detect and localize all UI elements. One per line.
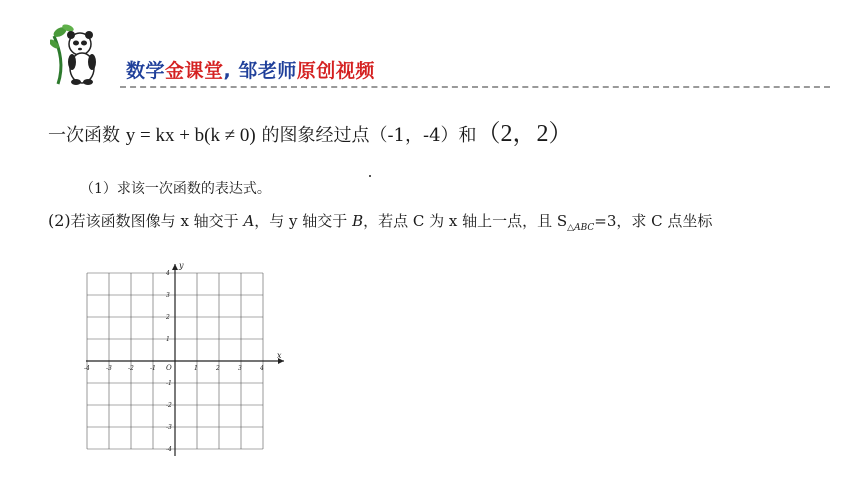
y-axis-label: y bbox=[179, 261, 184, 270]
x-tick-label: -4 bbox=[84, 365, 90, 372]
x-tick-label: -2 bbox=[128, 365, 134, 372]
y-tick-label: -1 bbox=[166, 380, 172, 387]
y-tick-label: -2 bbox=[166, 402, 172, 409]
brand-part-3: , 邹老师 bbox=[223, 60, 297, 82]
question-1: （1）求该一次函数的表达式。 bbox=[80, 181, 271, 197]
question-2-number: (2) bbox=[48, 211, 71, 230]
y-tick-label: -4 bbox=[166, 446, 172, 453]
y-tick-label: 1 bbox=[166, 336, 170, 343]
point-a-label: A bbox=[243, 212, 255, 230]
area-subscript: △ABC bbox=[567, 223, 595, 233]
intro-middle: 的图象经过点（-1，-4）和 bbox=[255, 125, 477, 146]
origin-label: O bbox=[166, 364, 172, 372]
x-tick-label: 2 bbox=[216, 365, 220, 372]
x-tick-label: -1 bbox=[150, 365, 156, 372]
brand-part-1: 数学 bbox=[126, 60, 166, 82]
coordinate-grid bbox=[80, 256, 290, 466]
q2-text-a: 若该函数图像与 x 轴交于 bbox=[70, 212, 244, 230]
q2-text-c: ，若点 C 为 x 轴上一点，且 S bbox=[363, 212, 568, 230]
x-tick-label: -3 bbox=[106, 365, 112, 372]
x-tick-labels bbox=[84, 365, 264, 372]
y-tick-label: 2 bbox=[166, 314, 170, 321]
y-tick-label: 3 bbox=[166, 292, 170, 299]
brand-part-4: 原创视频 bbox=[296, 60, 375, 82]
header bbox=[50, 22, 830, 92]
q2-text-b: ，与 y 轴交于 bbox=[254, 212, 353, 230]
point-b-label: B bbox=[352, 212, 364, 230]
x-axis-label: x bbox=[277, 351, 282, 360]
panda-mascot-icon bbox=[50, 22, 110, 88]
header-divider bbox=[120, 86, 830, 88]
question-2 bbox=[48, 208, 808, 241]
y-tick-label: 4 bbox=[166, 270, 170, 277]
second-point: （2，2） bbox=[476, 121, 573, 147]
y-tick-label: -3 bbox=[166, 424, 172, 431]
brand-part-2: 金课堂 bbox=[165, 60, 224, 82]
problem-statement bbox=[48, 113, 573, 148]
x-tick-label: 4 bbox=[260, 365, 264, 372]
function-formula: y = kx + b(k ≠ 0) bbox=[125, 125, 256, 146]
brand-title bbox=[126, 56, 375, 83]
intro-before: 一次函数 bbox=[48, 125, 126, 146]
q2-text-d: =3，求 C 点坐标 bbox=[594, 212, 713, 230]
stray-dot bbox=[369, 175, 371, 177]
x-tick-label: 3 bbox=[238, 365, 242, 372]
y-axis-arrow-icon bbox=[172, 264, 178, 270]
x-tick-label: 1 bbox=[194, 365, 198, 372]
